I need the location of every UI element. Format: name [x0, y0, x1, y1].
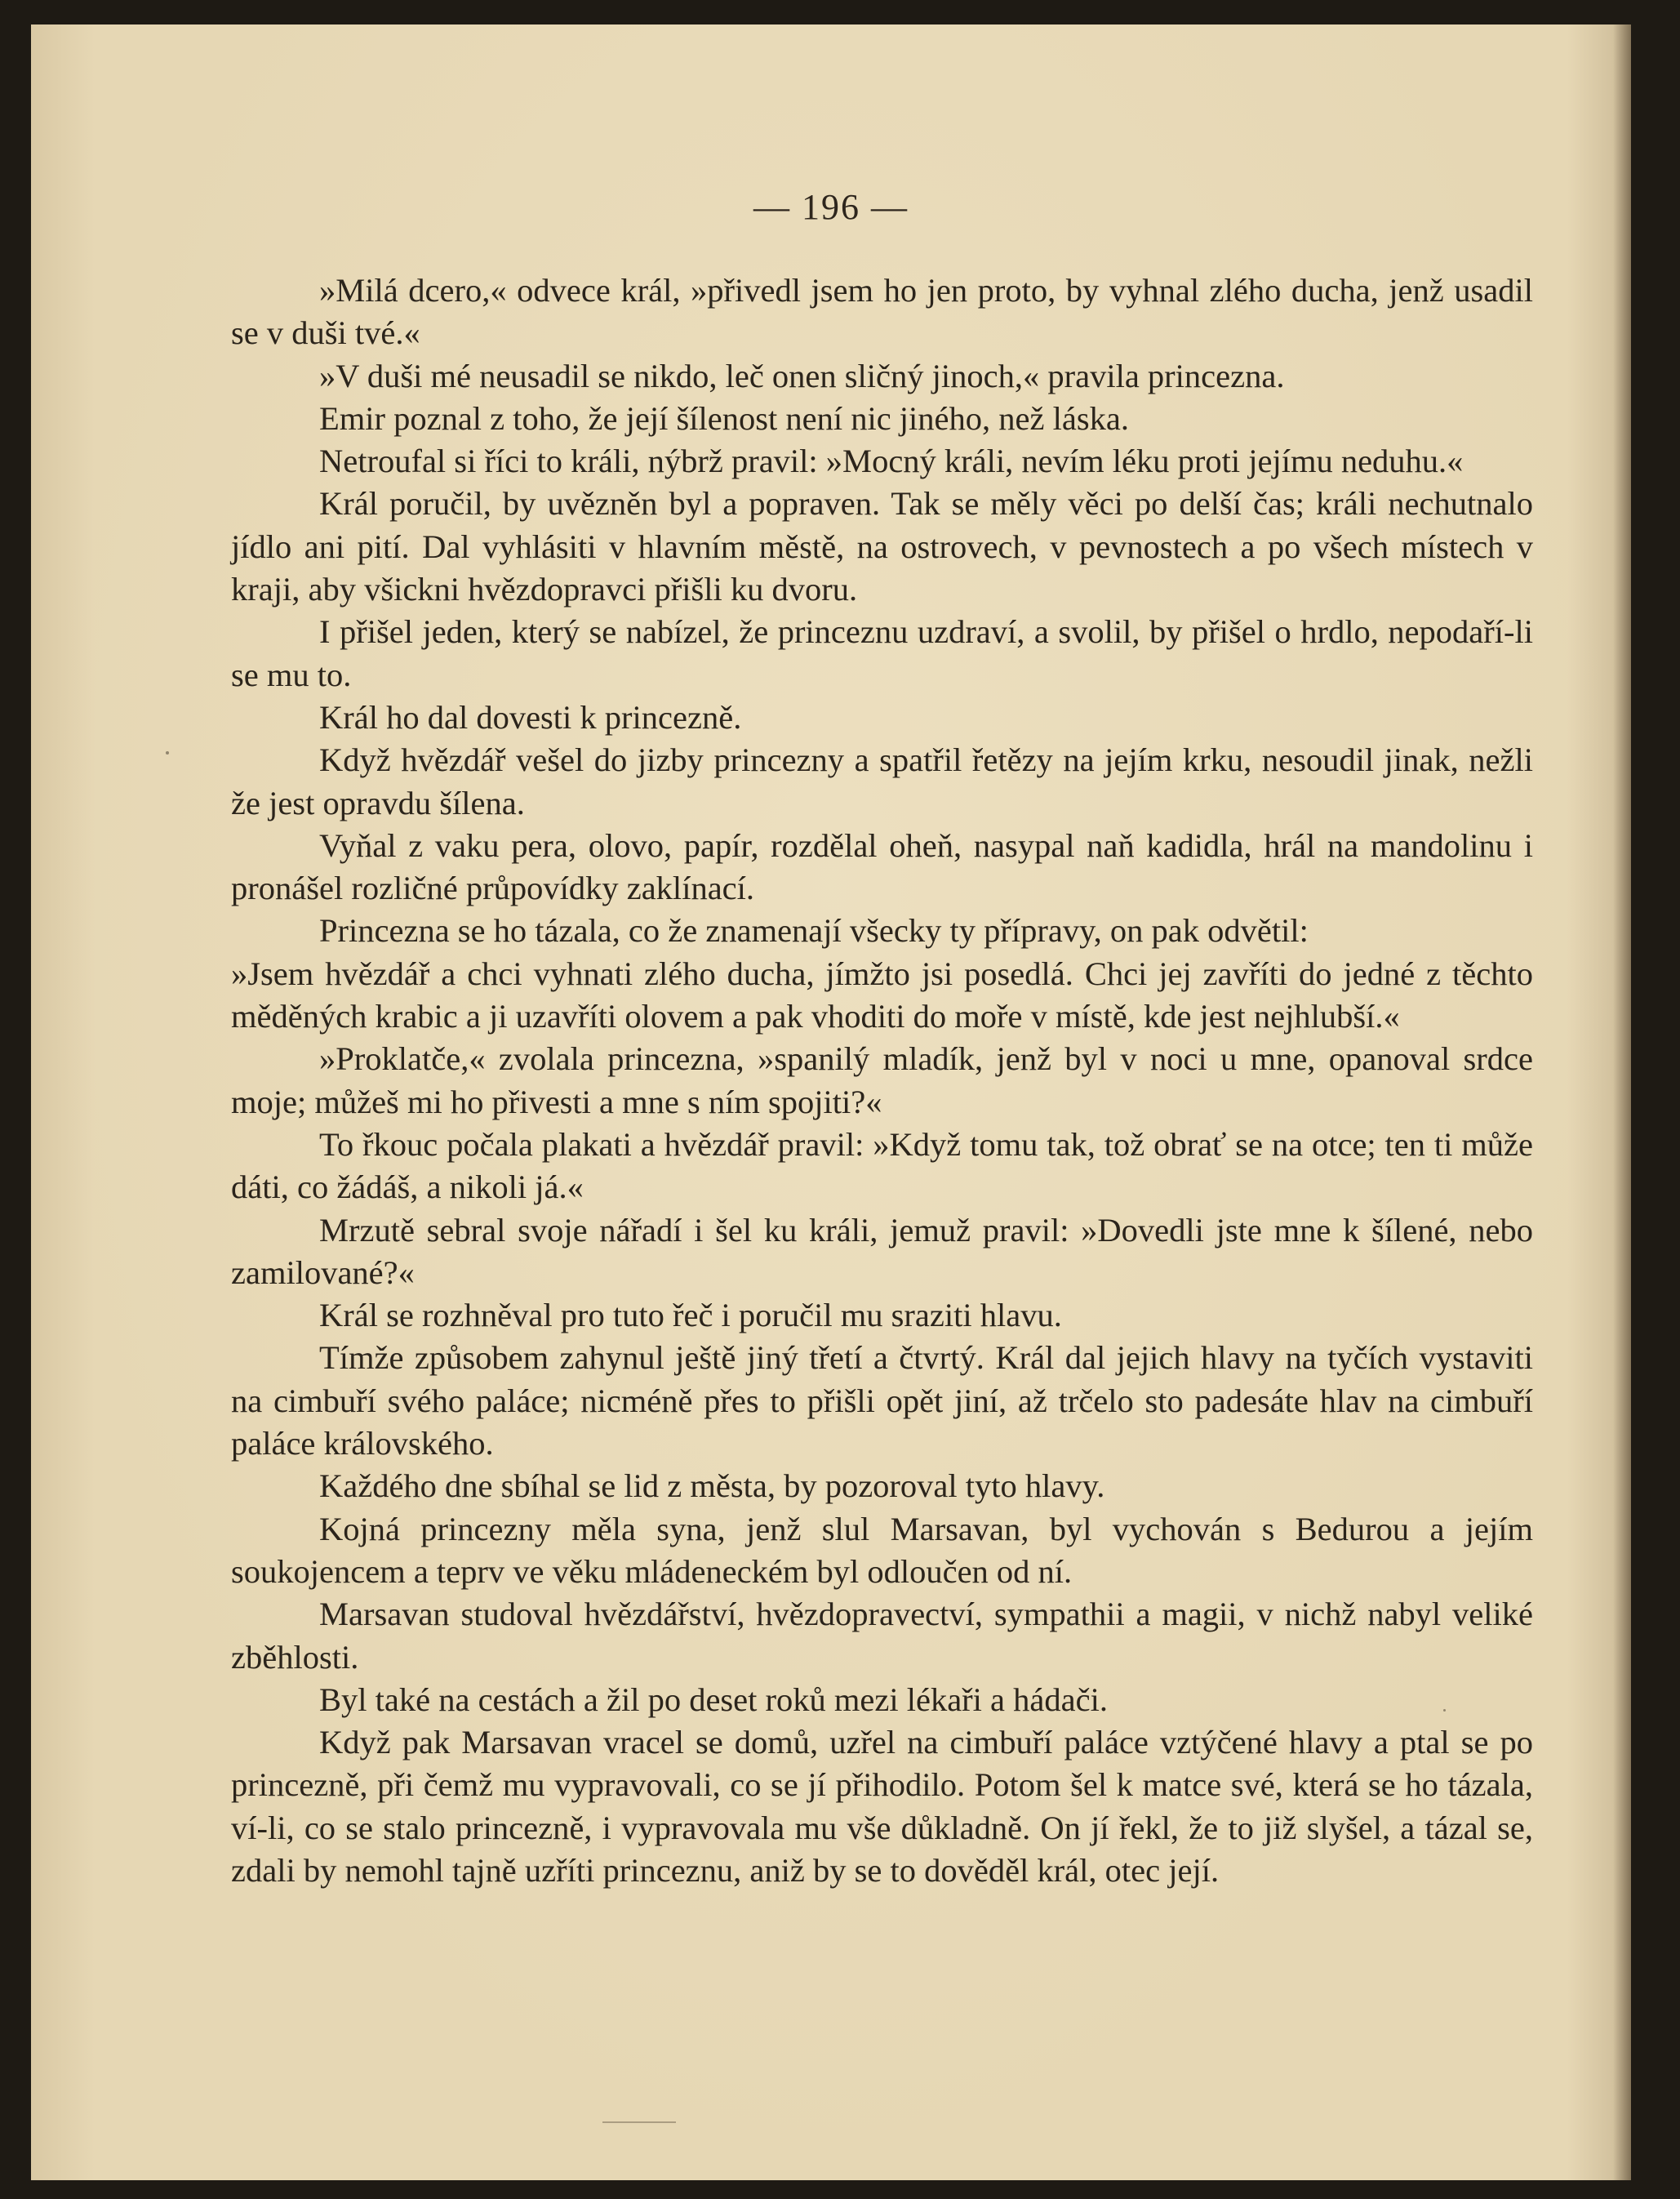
paper-speck	[166, 751, 169, 755]
paragraph: Když hvězdář vešel do jizby princezny a spatřil řetězy na jejím krku, nesoudil jinak, nežli že jest opravdu šílena.	[231, 741, 1533, 821]
page-number: — 196 —	[753, 187, 909, 227]
paragraph: Vyňal z vaku pera, olovo, papír, rozdělal oheň, nasypal naň kadidla, hrál na mandolinu i pronášel rozličné průpovídky zaklínací.	[231, 826, 1533, 907]
paragraph: »Proklatče,« zvolala princezna, »spanilý mladík, jenž byl v noci u mne, opanoval srdce moje; můžeš mi ho přivesti a mne s ním spojiti?«	[231, 1040, 1533, 1120]
paragraph: Netroufal si říci to králi, nýbrž pravil: »Mocný králi, nevím léku proti jejímu neduhu.«	[319, 443, 1464, 480]
paper-speck	[1443, 1709, 1446, 1712]
paragraph: »V duši mé neusadil se nikdo, leč onen sličný jinoch,« pravila princezna.	[319, 357, 1285, 394]
paragraph: Král se rozhněval pro tuto řeč i poručil mu sraziti hlavu.	[319, 1297, 1062, 1334]
paragraph: Každého dne sbíhal se lid z města, by pozoroval tyto hlavy.	[319, 1467, 1105, 1505]
paragraph: »Milá dcero,« odvece král, »přivedl jsem ho jen proto, by vyhnal zlého ducha, jenž usadil se v duši tvé.«	[231, 272, 1533, 352]
paragraph: Kojná princezny měla syna, jenž slul Marsavan, byl vychován s Bedurou a jejím soukojencem a teprv ve věku mládeneckém byl odloučen od ní.	[231, 1510, 1533, 1590]
paragraph: Princezna se ho tázala, co že znamenají všecky ty přípravy, on pak odvětil:	[319, 912, 1309, 950]
paragraph: Emir poznal z toho, že její šílenost není nic jiného, než láska.	[319, 399, 1129, 437]
paragraph: »Jsem hvězdář a chci vyhnati zlého ducha, jímžto jsi posedlá. Chci jej zavříti do jedné z těchto měděných krabic a ji uzavříti olovem a pak vhoditi do moře v místě, kde jest nejhlubší.«	[231, 955, 1533, 1035]
book-page	[31, 24, 1631, 2180]
paragraph: Když pak Marsavan vracel se domů, uzřel na cimbuří paláce vztýčené hlavy a ptal se po princezně, při čemž mu vypravovali, co se jí přihodilo. Potom šel k matce své, která se ho tázala, ví-li, co se stalo princezně, i vypravovala mu vše důkladně. On jí řekl, že to již slyšel, a tázal se, zdali by nemohl tajně uzříti princeznu, aniž by se to dověděl král, otec její.	[231, 1724, 1533, 1889]
paragraph: Tímže způsobem zahynul ještě jiný třetí a čtvrtý. Král dal jejich hlavy na tyčích vystaviti na cimbuří svého paláce; nicméně přes to přišli opět jiní, až trčelo sto padesáte hlav na cimbuří paláce královského.	[231, 1339, 1533, 1462]
paragraph: Mrzutě sebral svoje nářadí i šel ku králi, jemuž pravil: »Dovedli jste mne k šílené, nebo zamilované?«	[231, 1211, 1533, 1291]
paragraph: I přišel jeden, který se nabízel, že princeznu uzdraví, a svolil, by přišel o hrdlo, nepodaří-li se mu to.	[231, 613, 1533, 693]
paragraph: To řkouc počala plakati a hvězdář pravil: »Když tomu tak, tož obrať se na otce; ten ti může dáti, co žádáš, a nikoli já.«	[231, 1125, 1533, 1206]
paragraph: Byl také na cestách a žil po deset roků mezi lékaři a hádači.	[319, 1680, 1108, 1718]
page-body-text	[231, 269, 1533, 1892]
page-edge-shadow	[1613, 24, 1631, 2180]
paragraph: Král poručil, by uvězněn byl a popraven. Tak se měly věci po delší čas; králi nechutnalo jídlo ani pití. Dal vyhlásiti v hlavním městě, na ostrovech, v pevnostech a po všech místech v kraji, aby všickni hvězdopravci přišli ku dvoru.	[231, 485, 1533, 608]
paragraph: Král ho dal dovesti k princezně.	[319, 698, 742, 736]
paragraph: Marsavan studoval hvězdářství, hvězdopravectví, sympathii a magii, v nichž nabyl veliké zběhlosti.	[231, 1596, 1533, 1676]
foot-rule	[602, 2121, 676, 2123]
